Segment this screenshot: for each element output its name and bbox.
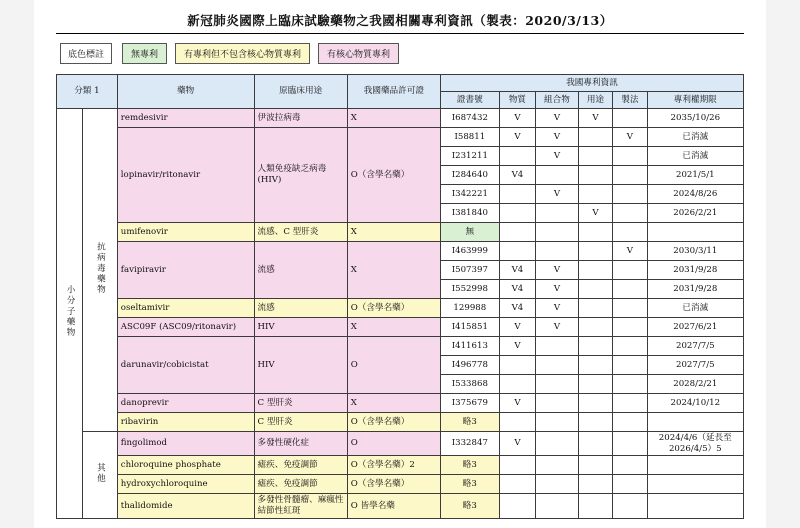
patent-flag-cell-use (578, 261, 612, 280)
drug-name-cell: fingolimod (117, 432, 254, 456)
patent-flag-cell-substance: V4 (499, 166, 535, 185)
patent-number-cell: I507397 (440, 261, 499, 280)
table-row (57, 299, 744, 318)
patent-flag-cell-use (578, 432, 612, 456)
table-row (57, 242, 744, 261)
table-row (57, 223, 744, 242)
patent-number-cell: I533868 (440, 375, 499, 394)
patent-number-cell: 129988 (440, 299, 499, 318)
drug-name-cell: remdesivir (117, 109, 254, 128)
patent-flag-cell-substance: V4 (499, 299, 535, 318)
header-tw-license: 我國藥品許可證 (347, 75, 440, 109)
patent-expiry-cell: 2027/7/5 (647, 337, 743, 356)
patent-flag-cell-substance (499, 147, 535, 166)
original-use-cell: 多發性硬化症 (254, 432, 347, 456)
patent-number-cell: I284640 (440, 166, 499, 185)
original-use-cell: 流感 (254, 299, 347, 318)
tw-license-cell: O（含學名藥） (347, 128, 440, 223)
document-sheet (34, 0, 766, 528)
patent-flag-cell-substance: V (499, 318, 535, 337)
patent-flag-cell-use (578, 318, 612, 337)
table-row (57, 432, 744, 456)
patent-flag-cell-substance (499, 475, 535, 494)
legend (60, 43, 766, 64)
drug-name-cell: favipiravir (117, 242, 254, 299)
patent-flag-cell-process (613, 261, 647, 280)
table-row (57, 394, 744, 413)
patent-flag-cell-process (613, 375, 647, 394)
patent-flag-cell-substance: V (499, 337, 535, 356)
patent-number-cell: 略3 (440, 413, 499, 432)
patent-flag-cell-process: V (613, 242, 647, 261)
patent-number-cell: I552998 (440, 280, 499, 299)
patent-flag-cell-process (613, 413, 647, 432)
tw-license-cell: O（含學名藥） (347, 299, 440, 318)
patent-flag-cell-combination (536, 432, 579, 456)
page-title: 新冠肺炎國際上臨床試驗藥物之我國相關專利資訊（製表：2020/3/13） (187, 13, 613, 28)
patent-flag-cell-combination (536, 394, 579, 413)
legend-chip-non-core-patent: 有專利但不包含核心物質專利 (175, 43, 310, 64)
tw-license-cell: O (347, 337, 440, 394)
patent-flag-cell-substance (499, 204, 535, 223)
tw-license-cell: X (347, 318, 440, 337)
tw-license-cell: O（含學名藥） (347, 475, 440, 494)
drug-name-cell: oseltamivir (117, 299, 254, 318)
patent-expiry-cell: 2027/6/21 (647, 318, 743, 337)
patent-flag-cell-use (578, 128, 612, 147)
tw-license-cell: X (347, 394, 440, 413)
patent-flag-cell-substance (499, 456, 535, 475)
table-row (57, 413, 744, 432)
patent-flag-cell-use (578, 375, 612, 394)
patent-flag-cell-process (613, 356, 647, 375)
drug-name-cell: chloroquine phosphate (117, 456, 254, 475)
patent-flag-cell-use (578, 475, 612, 494)
patent-flag-cell-combination: V (536, 109, 579, 128)
patent-expiry-cell: 2024/10/12 (647, 394, 743, 413)
patent-flag-cell-combination (536, 456, 579, 475)
patent-flag-cell-use (578, 166, 612, 185)
patent-number-cell: I381840 (440, 204, 499, 223)
patent-expiry-cell: 2026/2/21 (647, 204, 743, 223)
subgroup-cell: 抗病毒藥物 (83, 109, 117, 432)
table-row (57, 494, 744, 518)
patent-flag-cell-process (613, 280, 647, 299)
patent-expiry-cell: 2030/3/11 (647, 242, 743, 261)
patent-flag-cell-combination: V (536, 185, 579, 204)
patent-flag-cell-process (613, 166, 647, 185)
patent-number-cell: I342221 (440, 185, 499, 204)
patent-flag-cell-use (578, 356, 612, 375)
patent-number-cell: 無 (440, 223, 499, 242)
header-patent-no: 證書號 (440, 92, 499, 109)
patent-flag-cell-substance (499, 242, 535, 261)
patent-flag-cell-use (578, 242, 612, 261)
patent-flag-cell-process (613, 494, 647, 518)
subgroup-cell: 其他 (83, 432, 117, 519)
original-use-cell: HIV (254, 337, 347, 394)
patent-number-cell: I58811 (440, 128, 499, 147)
patent-flag-cell-combination: V (536, 128, 579, 147)
patent-number-cell: I687432 (440, 109, 499, 128)
patent-number-cell: I231211 (440, 147, 499, 166)
original-use-cell: 瘧疾、免疫調節 (254, 475, 347, 494)
patent-flag-cell-use (578, 494, 612, 518)
drug-name-cell: ribavirin (117, 413, 254, 432)
patent-expiry-cell (647, 413, 743, 432)
patent-flag-cell-use (578, 147, 612, 166)
patent-flag-cell-substance: V (499, 109, 535, 128)
tw-license-cell: O（含學名藥）2 (347, 456, 440, 475)
patent-expiry-cell: 2028/2/21 (647, 375, 743, 394)
patent-number-cell: I463999 (440, 242, 499, 261)
patent-flag-cell-process (613, 109, 647, 128)
patent-flag-cell-process (613, 185, 647, 204)
patent-number-cell: 略3 (440, 494, 499, 518)
patent-flag-cell-process (613, 432, 647, 456)
patent-flag-cell-combination (536, 413, 579, 432)
original-use-cell: C 型肝炎 (254, 394, 347, 413)
patent-expiry-cell: 2027/7/5 (647, 356, 743, 375)
patent-flag-cell-substance: V (499, 432, 535, 456)
patent-expiry-cell: 已消滅 (647, 299, 743, 318)
header-original-use: 原臨床用途 (254, 75, 347, 109)
patent-flag-cell-combination (536, 223, 579, 242)
patent-flag-cell-combination (536, 242, 579, 261)
patent-expiry-cell (647, 475, 743, 494)
original-use-cell: 流感 (254, 242, 347, 299)
patent-flag-cell-combination: V (536, 280, 579, 299)
patent-number-cell: I411613 (440, 337, 499, 356)
table-row (57, 128, 744, 147)
patent-flag-cell-substance: V4 (499, 261, 535, 280)
header-use: 用途 (578, 92, 612, 109)
table-row (57, 318, 744, 337)
tw-license-cell: X (347, 109, 440, 128)
original-use-cell: 流感、C 型肝炎 (254, 223, 347, 242)
patent-number-cell: 略3 (440, 475, 499, 494)
patent-expiry-cell: 2024/8/26 (647, 185, 743, 204)
patent-flag-cell-combination: V (536, 318, 579, 337)
table-row (57, 475, 744, 494)
patent-flag-cell-use (578, 413, 612, 432)
original-use-cell: HIV (254, 318, 347, 337)
patent-flag-cell-combination (536, 204, 579, 223)
patent-flag-cell-process (613, 318, 647, 337)
table-row (57, 109, 744, 128)
tw-license-cell: X (347, 242, 440, 299)
patent-flag-cell-process (613, 337, 647, 356)
legend-label: 底色標註 (60, 43, 112, 64)
patent-flag-cell-combination (536, 356, 579, 375)
patent-expiry-cell (647, 456, 743, 475)
patent-flag-cell-use (578, 337, 612, 356)
patent-flag-cell-combination (536, 375, 579, 394)
patent-number-cell: I375679 (440, 394, 499, 413)
patent-flag-cell-substance: V4 (499, 280, 535, 299)
patent-expiry-cell: 2021/5/1 (647, 166, 743, 185)
patent-flag-cell-process (613, 475, 647, 494)
patent-flag-cell-substance (499, 356, 535, 375)
patent-flag-cell-use (578, 299, 612, 318)
original-use-cell: C 型肝炎 (254, 413, 347, 432)
patent-flag-cell-substance: V (499, 128, 535, 147)
patent-flag-cell-use (578, 280, 612, 299)
patent-flag-cell-combination (536, 494, 579, 518)
header-tw-patent-group: 我國專利資訊 (440, 75, 743, 92)
patent-flag-cell-process (613, 204, 647, 223)
tw-license-cell: O（含學名藥） (347, 413, 440, 432)
patent-expiry-cell: 已消滅 (647, 147, 743, 166)
original-use-cell: 人類免疫缺乏病毒(HIV) (254, 128, 347, 223)
left-margin-rail (0, 0, 34, 528)
patent-number-cell: 略3 (440, 456, 499, 475)
header-expiry: 專利權期限 (647, 92, 743, 109)
table-body (57, 109, 744, 519)
tw-license-cell: O 皆學名藥 (347, 494, 440, 518)
table-row (57, 337, 744, 356)
header-combination: 組合物 (536, 92, 579, 109)
legend-chip-core-patent: 有核心物質專利 (318, 43, 399, 64)
right-margin-rail (766, 0, 800, 528)
header-process: 製法 (613, 92, 647, 109)
tw-license-cell: O (347, 432, 440, 456)
patent-flag-cell-substance (499, 185, 535, 204)
patent-flag-cell-combination: V (536, 147, 579, 166)
patent-flag-cell-substance: V (499, 394, 535, 413)
patent-expiry-cell: 已消滅 (647, 128, 743, 147)
patent-flag-cell-use (578, 456, 612, 475)
patent-number-cell: I415851 (440, 318, 499, 337)
drug-name-cell: thalidomide (117, 494, 254, 518)
patent-expiry-cell: 2031/9/28 (647, 280, 743, 299)
title-divider (56, 33, 744, 34)
patent-flag-cell-process (613, 299, 647, 318)
patent-flag-cell-combination (536, 337, 579, 356)
header-drug: 藥物 (117, 75, 254, 109)
patent-expiry-cell: 2024/4/6（延長至 2026/4/5）5 (647, 432, 743, 456)
drug-name-cell: lopinavir/ritonavir (117, 128, 254, 223)
patent-flag-cell-combination: V (536, 261, 579, 280)
patent-flag-cell-process: V (613, 128, 647, 147)
group-cell-small-molecule: 小分子藥物 (57, 109, 83, 519)
header-category: 分類 1 (57, 75, 118, 109)
drug-name-cell: hydroxychloroquine (117, 475, 254, 494)
tw-license-cell: X (347, 223, 440, 242)
patent-table (56, 74, 744, 519)
legend-chip-no-patent: 無專利 (122, 43, 167, 64)
patent-flag-cell-use: V (578, 204, 612, 223)
patent-flag-cell-process (613, 456, 647, 475)
patent-flag-cell-process (613, 223, 647, 242)
header-substance: 物質 (499, 92, 535, 109)
patent-flag-cell-use (578, 185, 612, 204)
patent-expiry-cell: 2031/9/28 (647, 261, 743, 280)
patent-flag-cell-substance (499, 375, 535, 394)
patent-flag-cell-substance (499, 494, 535, 518)
patent-flag-cell-process (613, 147, 647, 166)
patent-flag-cell-combination: V (536, 299, 579, 318)
drug-name-cell: umifenovir (117, 223, 254, 242)
patent-expiry-cell (647, 223, 743, 242)
patent-expiry-cell: 2035/10/26 (647, 109, 743, 128)
patent-flag-cell-use (578, 223, 612, 242)
patent-flag-cell-use (578, 394, 612, 413)
patent-flag-cell-substance (499, 223, 535, 242)
drug-name-cell: danoprevir (117, 394, 254, 413)
table-row (57, 456, 744, 475)
original-use-cell: 瘧疾、免疫調節 (254, 456, 347, 475)
patent-flag-cell-substance (499, 413, 535, 432)
patent-flag-cell-combination (536, 166, 579, 185)
original-use-cell: 伊波拉病毒 (254, 109, 347, 128)
patent-expiry-cell (647, 494, 743, 518)
drug-name-cell: darunavir/cobicistat (117, 337, 254, 394)
patent-flag-cell-use: V (578, 109, 612, 128)
patent-flag-cell-process (613, 394, 647, 413)
patent-number-cell: I496778 (440, 356, 499, 375)
patent-flag-cell-combination (536, 475, 579, 494)
original-use-cell: 多發性骨髓瘤、麻瘋性結節性紅斑 (254, 494, 347, 518)
drug-name-cell: ASC09F (ASC09/ritonavir) (117, 318, 254, 337)
patent-number-cell: I332847 (440, 432, 499, 456)
